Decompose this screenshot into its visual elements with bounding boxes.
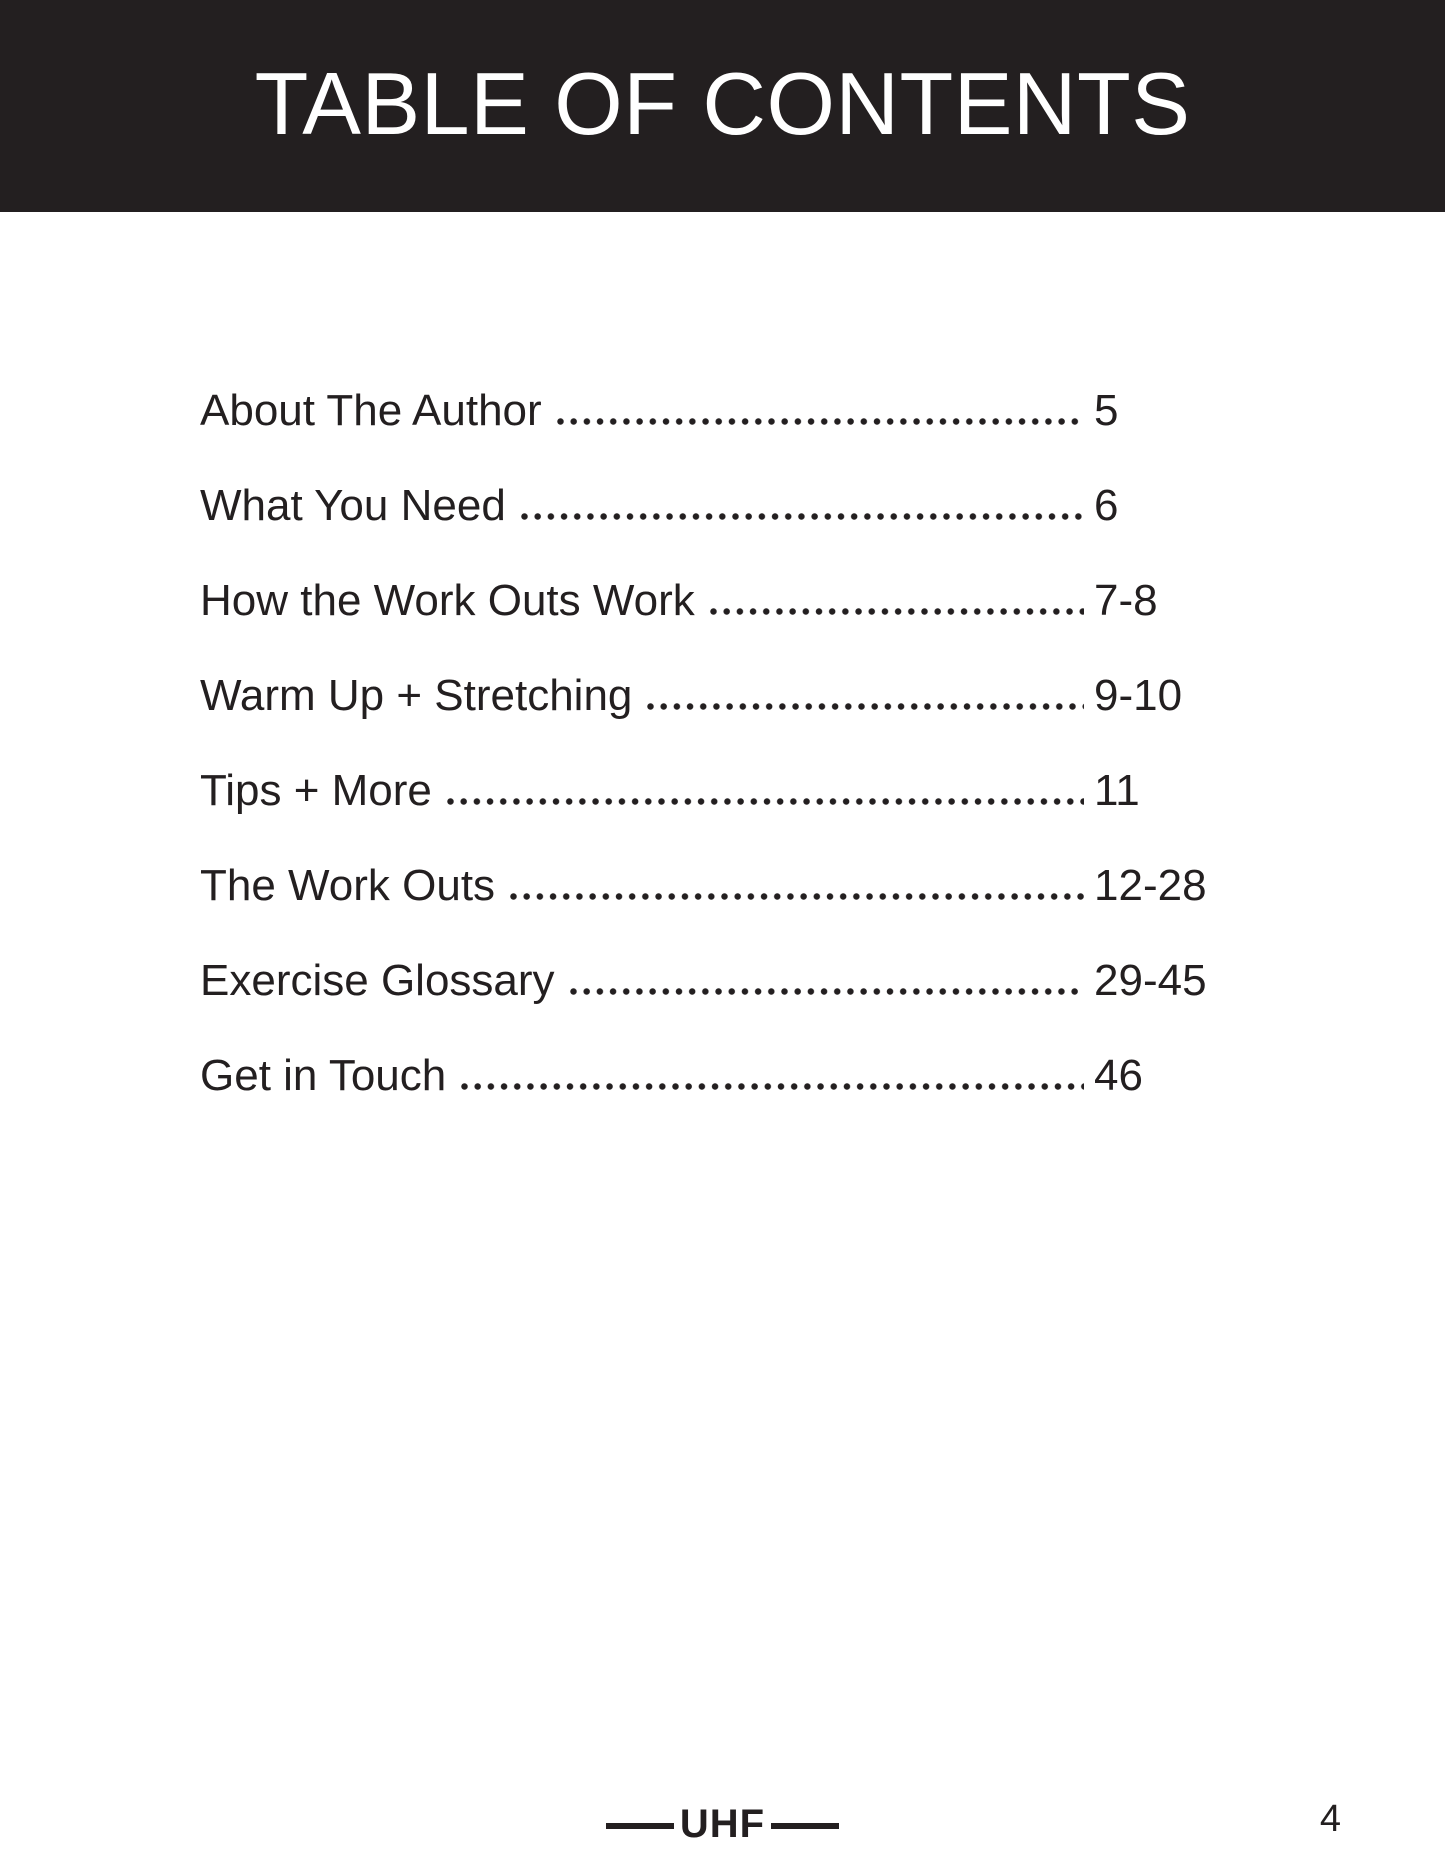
toc-entry-label: The Work Outs bbox=[200, 861, 496, 910]
page-title: TABLE OF CONTENTS bbox=[254, 54, 1191, 153]
dot-leader bbox=[647, 703, 1084, 710]
dot-leader bbox=[710, 608, 1084, 615]
toc-entry-label: What You Need bbox=[200, 481, 506, 530]
brand-dash-left-icon bbox=[606, 1823, 674, 1829]
toc-entry bbox=[200, 458, 1207, 553]
toc-entry-label: Get in Touch bbox=[200, 1051, 447, 1100]
toc-entry bbox=[200, 838, 1207, 933]
page-number: 4 bbox=[1319, 1798, 1341, 1840]
toc-entry bbox=[200, 933, 1207, 1028]
dot-leader bbox=[447, 798, 1084, 805]
dot-leader bbox=[570, 988, 1084, 995]
toc-entry-pages: 6 bbox=[1094, 481, 1119, 530]
toc-entry-pages: 9-10 bbox=[1094, 671, 1183, 720]
toc-entry-label: Warm Up + Stretching bbox=[200, 671, 633, 720]
toc-entry-pages: 11 bbox=[1094, 766, 1140, 815]
toc-entry-label: Tips + More bbox=[200, 766, 432, 815]
dot-leader bbox=[557, 418, 1084, 425]
brand-text: UHF bbox=[679, 1802, 766, 1846]
toc-entry bbox=[200, 743, 1207, 838]
brand-logo bbox=[0, 1800, 1445, 1852]
toc-entry-label: Exercise Glossary bbox=[200, 956, 555, 1005]
toc-entry bbox=[200, 363, 1207, 458]
toc-entry-pages: 46 bbox=[1094, 1051, 1143, 1100]
header-banner bbox=[0, 0, 1445, 212]
toc-entry bbox=[200, 1028, 1207, 1123]
toc-entry bbox=[200, 553, 1207, 648]
toc-entry bbox=[200, 648, 1207, 743]
toc-entry-pages: 5 bbox=[1094, 386, 1119, 435]
dot-leader bbox=[521, 513, 1084, 520]
dot-leader bbox=[461, 1083, 1084, 1090]
dot-leader bbox=[510, 893, 1084, 900]
toc-entry-label: How the Work Outs Work bbox=[200, 576, 695, 625]
toc-entry-label: About The Author bbox=[200, 386, 542, 435]
toc-entry-pages: 29-45 bbox=[1094, 956, 1207, 1005]
table-of-contents bbox=[200, 363, 1207, 1123]
toc-entry-pages: 12-28 bbox=[1094, 861, 1207, 910]
brand-dash-right-icon bbox=[771, 1823, 839, 1829]
toc-entry-pages: 7-8 bbox=[1094, 576, 1158, 625]
